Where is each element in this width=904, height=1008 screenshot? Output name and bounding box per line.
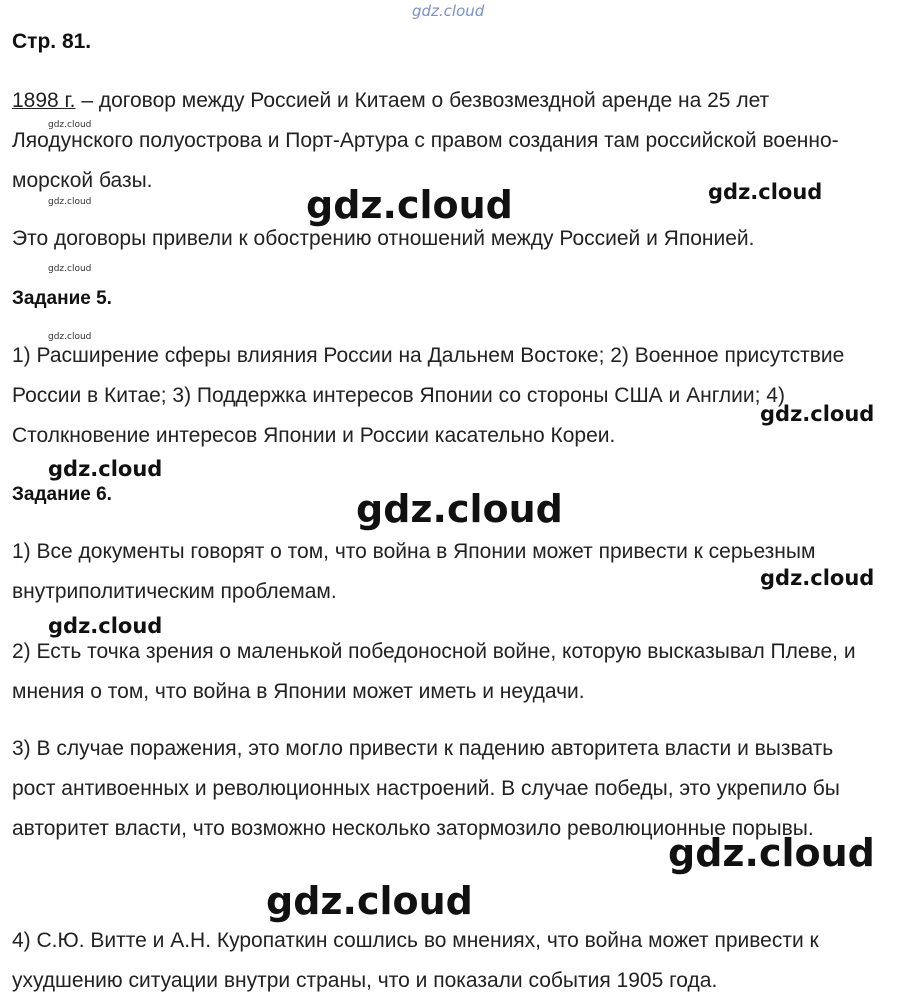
watermark-big: gdz.cloud bbox=[266, 879, 473, 923]
watermark-tiny: gdz.cloud bbox=[48, 120, 92, 130]
task5-heading: Задание 5. bbox=[12, 288, 112, 309]
watermark-top: gdz.cloud bbox=[412, 2, 485, 20]
task5-answer: 1) Расширение сферы влияния России на Дальнем Востоке; 2) Военное присутствие России в Китае; 3) Поддержка интересов Японии со стороны США и Англии; 4) Столкновение интересов Японии и России касательно Кореи. bbox=[12, 344, 851, 447]
task6-answer-2: 2) Есть точка зрения о маленькой победоносной войне, которую высказывал Плеве, и мнения о том, что война в Японии может иметь и неудачи. bbox=[12, 640, 862, 703]
watermark-big: gdz.cloud bbox=[356, 487, 563, 531]
watermark-big: gdz.cloud bbox=[306, 183, 513, 227]
task6-answer-1: 1) Все документы говорят о том, что война в Японии может привести к серьезным внутриполитическим проблемам. bbox=[12, 540, 822, 603]
treaty-description: – договор между Россией и Китаем о безвозмездной аренде на 25 лет Ляодунского полуострова и Порт-Артура с правом создания там российской военно-морской базы. bbox=[12, 89, 839, 192]
intro-conclusion: Это договоры привели к обострению отношений между Россией и Японией. bbox=[12, 227, 755, 250]
watermark-tiny: gdz.cloud bbox=[48, 197, 92, 207]
task6-heading: Задание 6. bbox=[12, 484, 112, 505]
watermark-small: gdz.cloud bbox=[760, 566, 875, 590]
task6-answer-3: 3) В случае поражения, это могло привести к падению авторитета власти и вызвать рост антивоенных и революционных настроений. В случае победы, это укрепило бы авторитет власти, что возможно несколько затормозило революционные порывы. bbox=[12, 737, 846, 840]
task6-answer-4: 4) С.Ю. Витте и А.Н. Куропаткин сошлись во мнениях, что война может привести к ухудшению ситуации внутри страны, что и показали события 1905 года. bbox=[12, 929, 825, 992]
watermark-big: gdz.cloud bbox=[668, 831, 875, 875]
watermark-small: gdz.cloud bbox=[48, 457, 163, 481]
page-heading: Стр. 81. bbox=[12, 30, 92, 53]
watermark-small: gdz.cloud bbox=[708, 180, 823, 204]
watermark-small: gdz.cloud bbox=[760, 402, 875, 426]
watermark-small: gdz.cloud bbox=[48, 614, 163, 638]
watermark-tiny: gdz.cloud bbox=[48, 332, 92, 342]
watermark-tiny: gdz.cloud bbox=[48, 264, 92, 274]
intro-paragraph bbox=[12, 81, 896, 201]
treaty-date: 1898 г. bbox=[12, 89, 76, 112]
